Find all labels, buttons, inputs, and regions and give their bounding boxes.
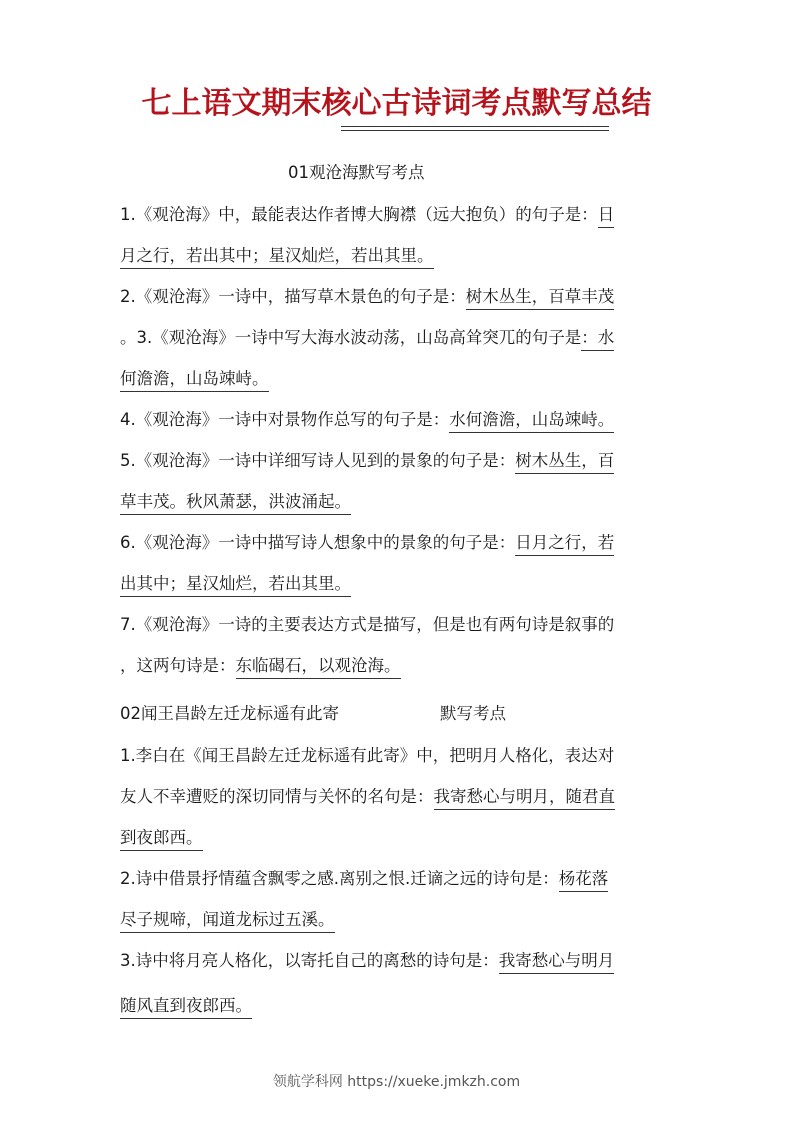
s1-q1-line2 bbox=[120, 245, 444, 267]
s2-q2-line2 bbox=[120, 909, 335, 931]
s1-q3-line2 bbox=[120, 368, 269, 390]
s1-q1-answer: 日 bbox=[598, 205, 615, 228]
s2-q2-text: 2.诗中借景抒情蕴含飘零之感.离别之恨.迁谪之远的诗句是： bbox=[120, 869, 559, 888]
s1-q3-line1 bbox=[120, 327, 614, 349]
s2-q1-answer: 我寄愁心与明月，随君直 bbox=[434, 787, 616, 810]
footer-watermark: 领航学科网 https://xueke.jmkzh.com bbox=[272, 1074, 521, 1090]
s1-q5-answer: 树木丛生，百 bbox=[515, 451, 614, 474]
s1-q1-answer-cont: 月之行，若出其中；星汉灿烂，若出其里。 bbox=[120, 246, 434, 269]
s2-q1-line2 bbox=[120, 786, 615, 808]
s1-q5-line1 bbox=[120, 450, 614, 472]
page-title: 七上语文期末核心古诗词考点默写总结 bbox=[141, 86, 652, 121]
s1-q6-answer: 日月之行，若 bbox=[515, 533, 614, 556]
s1-q2-text: 2.《观沧海》一诗中，描写草木景色的句子是： bbox=[120, 287, 466, 306]
s1-q5-line2 bbox=[120, 491, 362, 513]
s1-q7-answer: 东临碣石，以观沧海。 bbox=[236, 656, 401, 679]
s1-q3-answer: ：水 bbox=[581, 328, 614, 351]
s1-q4-answer: 水何澹澹，山岛竦峙。 bbox=[449, 410, 614, 433]
s1-q2-answer: 树木丛生，百草丰茂 bbox=[466, 287, 615, 310]
s2-q1-text-cont: 友人不幸遭贬的深切同情与关怀的名句是： bbox=[120, 787, 434, 806]
s2-q3-answer-cont: 随风直到夜郎西。 bbox=[120, 996, 252, 1019]
s1-q6-line1 bbox=[120, 532, 614, 554]
s2-q1-line1 bbox=[120, 745, 614, 767]
s2-q2-answer: 杨花落 bbox=[559, 869, 609, 892]
section1-heading: 01观沧海默写考点 bbox=[288, 163, 425, 182]
s1-q6-answer-cont: 出其中；星汉灿烂，若出其里。 bbox=[120, 574, 351, 597]
s1-q7-text-cont: ，这两句诗是： bbox=[120, 656, 236, 675]
s1-q4-text: 4.《观沧海》一诗中对景物作总写的句子是： bbox=[120, 410, 450, 429]
s2-q3-line1 bbox=[120, 950, 614, 972]
s2-q3-answer: 我寄愁心与明月 bbox=[499, 951, 615, 974]
s1-q5-text: 5.《观沧海》一诗中详细写诗人见到的景象的句子是： bbox=[120, 451, 516, 470]
section2-heading-suffix: 默写考点 bbox=[440, 704, 506, 723]
s2-q3-line2 bbox=[120, 995, 257, 1017]
s2-q2-line1 bbox=[120, 868, 608, 890]
s2-q2-answer-cont: 尽子规啼，闻道龙标过五溪。 bbox=[120, 910, 335, 933]
s1-q7-text: 7.《观沧海》一诗的主要表达方式是描写，但是也有两句诗是叙事的 bbox=[120, 615, 615, 634]
s1-q3-text: 。3.《观沧海》一诗中写大海水波动荡，山岛高耸突兀的句子是 bbox=[120, 328, 582, 347]
s1-q3-answer-cont: 何澹澹，山岛竦峙。 bbox=[120, 369, 269, 392]
s1-q6-text: 6.《观沧海》一诗中描写诗人想象中的景象的句子是： bbox=[120, 533, 516, 552]
s1-q5-answer-cont: 草丰茂。秋风萧瑟，洪波涌起。 bbox=[120, 492, 351, 515]
section2-heading: 02闻王昌龄左迁龙标遥有此寄 bbox=[120, 704, 339, 723]
s1-q6-line2 bbox=[120, 573, 362, 595]
s1-q7-line2 bbox=[120, 655, 401, 677]
title-double-rule bbox=[341, 126, 609, 131]
s2-q1-line3 bbox=[120, 827, 208, 849]
s1-q1-text: 1.《观沧海》中，最能表达作者博大胸襟（远大抱负）的句子是： bbox=[120, 205, 598, 224]
s1-q1-line1 bbox=[120, 204, 614, 226]
s1-q4-line bbox=[120, 409, 614, 431]
s1-q7-line1 bbox=[120, 614, 614, 636]
s2-q1-text: 1.李白在《闻王昌龄左迁龙标遥有此寄》中，把明月人格化，表达对 bbox=[120, 746, 615, 765]
s1-q2-line bbox=[120, 286, 614, 308]
s2-q1-answer-cont: 到夜郎西。 bbox=[120, 828, 203, 851]
s2-q3-text: 3.诗中将月亮人格化，以寄托自己的离愁的诗句是： bbox=[120, 951, 499, 970]
